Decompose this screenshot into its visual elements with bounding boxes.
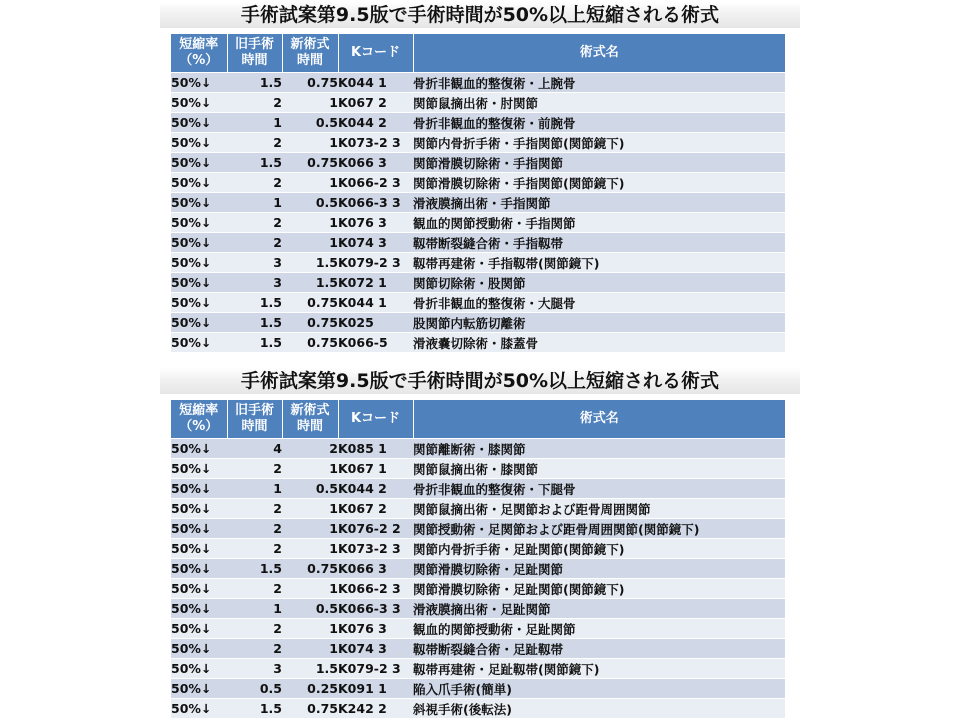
rate-cell: 50%↓ xyxy=(171,519,227,539)
rate-cell: 50%↓ xyxy=(171,253,227,273)
old-time-cell: 0.5 xyxy=(227,679,282,699)
table-row xyxy=(171,599,785,619)
k-code-cell: K073-2 3 xyxy=(338,133,413,153)
k-code-cell: K074 3 xyxy=(338,233,413,253)
new-time-cell: 1.5 xyxy=(282,253,338,273)
new-time-cell: 0.5 xyxy=(282,113,338,133)
procedure-name-cell: 靱帯断裂縫合術・足趾靱帯 xyxy=(413,639,785,659)
k-code-cell: K072 1 xyxy=(338,273,413,293)
new-time-cell: 0.5 xyxy=(282,193,338,213)
k-code-cell: K066-3 3 xyxy=(338,193,413,213)
table-row xyxy=(171,679,785,699)
table-row xyxy=(171,333,785,353)
old-time-cell: 2 xyxy=(227,639,282,659)
k-code-cell: K066-3 3 xyxy=(338,599,413,619)
table-row xyxy=(171,213,785,233)
new-time-cell: 0.75 xyxy=(282,699,338,719)
procedure-name-cell: 関節内骨折手術・手指関節(関節鏡下) xyxy=(413,133,785,153)
old-time-cell: 1.5 xyxy=(227,699,282,719)
old-time-cell: 2 xyxy=(227,233,282,253)
k-code-cell: K067 2 xyxy=(338,93,413,113)
new-time-cell: 0.75 xyxy=(282,333,338,353)
table-row xyxy=(171,459,785,479)
procedure-name-cell: 関節鼠摘出術・膝関節 xyxy=(413,459,785,479)
table-row xyxy=(171,293,785,313)
rate-cell: 50%↓ xyxy=(171,153,227,173)
procedure-name-cell: 関節滑膜切除術・足趾関節(関節鏡下) xyxy=(413,579,785,599)
rate-cell: 50%↓ xyxy=(171,459,227,479)
procedure-name-cell: 骨折非観血的整復術・上腕骨 xyxy=(413,73,785,93)
procedure-name-cell: 滑液膜摘出術・手指関節 xyxy=(413,193,785,213)
new-time-cell: 2 xyxy=(282,439,338,459)
header-rate: 短縮率 （%） xyxy=(171,34,227,73)
old-time-cell: 3 xyxy=(227,659,282,679)
k-code-cell: K085 1 xyxy=(338,439,413,459)
table-row xyxy=(171,93,785,113)
rate-cell: 50%↓ xyxy=(171,439,227,459)
procedure-name-cell: 関節滑膜切除術・足趾関節 xyxy=(413,559,785,579)
new-time-cell: 1 xyxy=(282,579,338,599)
procedure-name-cell: 滑液膜摘出術・足趾関節 xyxy=(413,599,785,619)
procedure-name-cell: 滑液嚢切除術・膝蓋骨 xyxy=(413,333,785,353)
new-time-cell: 1 xyxy=(282,133,338,153)
new-time-cell: 1 xyxy=(282,213,338,233)
table-row xyxy=(171,699,785,719)
old-time-cell: 4 xyxy=(227,439,282,459)
k-code-cell: K025 xyxy=(338,313,413,333)
procedure-name-cell: 股関節内転筋切離術 xyxy=(413,313,785,333)
procedure-name-cell: 関節離断術・膝関節 xyxy=(413,439,785,459)
table-header-row xyxy=(171,34,785,73)
table-header-row xyxy=(171,400,785,439)
old-time-cell: 2 xyxy=(227,619,282,639)
procedure-name-cell: 関節切除術・股関節 xyxy=(413,273,785,293)
table-row xyxy=(171,153,785,173)
k-code-cell: K091 1 xyxy=(338,679,413,699)
header-name: 術式名 xyxy=(413,34,785,73)
k-code-cell: K079-2 3 xyxy=(338,253,413,273)
old-time-cell: 1 xyxy=(227,479,282,499)
k-code-cell: K242 2 xyxy=(338,699,413,719)
header-rate: 短縮率 （%） xyxy=(171,400,227,439)
table-row xyxy=(171,313,785,333)
table-row xyxy=(171,659,785,679)
procedure-name-cell: 観血的関節授動術・足趾関節 xyxy=(413,619,785,639)
k-code-cell: K066 3 xyxy=(338,153,413,173)
new-time-cell: 1 xyxy=(282,459,338,479)
old-time-cell: 3 xyxy=(227,273,282,293)
old-time-cell: 1.5 xyxy=(227,293,282,313)
procedure-name-cell: 関節鼠摘出術・足関節および距骨周囲関節 xyxy=(413,499,785,519)
new-time-cell: 1 xyxy=(282,519,338,539)
header-new-time: 新術式 時間 xyxy=(282,34,338,73)
table-body-2 xyxy=(171,439,785,719)
procedure-name-cell: 関節鼠摘出術・肘関節 xyxy=(413,93,785,113)
rate-cell: 50%↓ xyxy=(171,173,227,193)
rate-cell: 50%↓ xyxy=(171,479,227,499)
table-row xyxy=(171,499,785,519)
k-code-cell: K076 3 xyxy=(338,619,413,639)
table-row xyxy=(171,519,785,539)
procedure-name-cell: 観血的関節授動術・手指関節 xyxy=(413,213,785,233)
table-row xyxy=(171,193,785,213)
table-row xyxy=(171,439,785,459)
rate-cell: 50%↓ xyxy=(171,539,227,559)
rate-cell: 50%↓ xyxy=(171,333,227,353)
table-row xyxy=(171,639,785,659)
table-row xyxy=(171,133,785,153)
header-code: Kコード xyxy=(338,400,413,439)
old-time-cell: 3 xyxy=(227,253,282,273)
procedure-name-cell: 骨折非観血的整復術・大腿骨 xyxy=(413,293,785,313)
new-time-cell: 1 xyxy=(282,499,338,519)
old-time-cell: 1.5 xyxy=(227,559,282,579)
k-code-cell: K066-2 3 xyxy=(338,173,413,193)
section-title-1: 手術試案第9.5版で手術時間が50%以上短縮される術式 xyxy=(160,2,800,28)
new-time-cell: 1 xyxy=(282,619,338,639)
operations-table-1 xyxy=(171,34,785,352)
rate-cell: 50%↓ xyxy=(171,293,227,313)
old-time-cell: 2 xyxy=(227,499,282,519)
rate-cell: 50%↓ xyxy=(171,113,227,133)
section-title-2: 手術試案第9.5版で手術時間が50%以上短縮される術式 xyxy=(160,368,800,394)
k-code-cell: K076-2 2 xyxy=(338,519,413,539)
rate-cell: 50%↓ xyxy=(171,639,227,659)
header-new-time: 新術式 時間 xyxy=(282,400,338,439)
k-code-cell: K076 3 xyxy=(338,213,413,233)
rate-cell: 50%↓ xyxy=(171,619,227,639)
k-code-cell: K067 2 xyxy=(338,499,413,519)
table-row xyxy=(171,273,785,293)
table-row xyxy=(171,579,785,599)
old-time-cell: 2 xyxy=(227,459,282,479)
rate-cell: 50%↓ xyxy=(171,699,227,719)
table-row xyxy=(171,73,785,93)
rate-cell: 50%↓ xyxy=(171,559,227,579)
rate-cell: 50%↓ xyxy=(171,313,227,333)
new-time-cell: 0.5 xyxy=(282,599,338,619)
table-row xyxy=(171,253,785,273)
table-row xyxy=(171,173,785,193)
rate-cell: 50%↓ xyxy=(171,93,227,113)
procedure-name-cell: 靱帯断裂縫合術・手指靱帯 xyxy=(413,233,785,253)
old-time-cell: 2 xyxy=(227,133,282,153)
procedure-name-cell: 斜視手術(後転法) xyxy=(413,699,785,719)
table-row xyxy=(171,233,785,253)
old-time-cell: 1 xyxy=(227,113,282,133)
procedure-name-cell: 靱帯再建術・手指靱帯(関節鏡下) xyxy=(413,253,785,273)
header-old-time: 旧手術 時間 xyxy=(227,400,282,439)
old-time-cell: 2 xyxy=(227,173,282,193)
header-code: Kコード xyxy=(338,34,413,73)
new-time-cell: 1 xyxy=(282,233,338,253)
table-row xyxy=(171,559,785,579)
k-code-cell: K044 1 xyxy=(338,73,413,93)
k-code-cell: K044 2 xyxy=(338,113,413,133)
rate-cell: 50%↓ xyxy=(171,679,227,699)
table-row xyxy=(171,619,785,639)
old-time-cell: 1 xyxy=(227,193,282,213)
rate-cell: 50%↓ xyxy=(171,659,227,679)
k-code-cell: K066-2 3 xyxy=(338,579,413,599)
procedure-name-cell: 骨折非観血的整復術・前腕骨 xyxy=(413,113,785,133)
rate-cell: 50%↓ xyxy=(171,499,227,519)
new-time-cell: 0.5 xyxy=(282,479,338,499)
table-body-1 xyxy=(171,73,785,353)
k-code-cell: K044 1 xyxy=(338,293,413,313)
rate-cell: 50%↓ xyxy=(171,73,227,93)
procedure-name-cell: 関節滑膜切除術・手指関節(関節鏡下) xyxy=(413,173,785,193)
new-time-cell: 0.75 xyxy=(282,559,338,579)
rate-cell: 50%↓ xyxy=(171,213,227,233)
new-time-cell: 0.75 xyxy=(282,313,338,333)
old-time-cell: 2 xyxy=(227,579,282,599)
procedure-name-cell: 靱帯再建術・足趾靱帯(関節鏡下) xyxy=(413,659,785,679)
procedure-name-cell: 関節授動術・足関節および距骨周囲関節(関節鏡下) xyxy=(413,519,785,539)
procedure-name-cell: 関節内骨折手術・足趾関節(関節鏡下) xyxy=(413,539,785,559)
old-time-cell: 2 xyxy=(227,93,282,113)
header-name: 術式名 xyxy=(413,400,785,439)
old-time-cell: 1.5 xyxy=(227,333,282,353)
new-time-cell: 0.25 xyxy=(282,679,338,699)
new-time-cell: 0.75 xyxy=(282,293,338,313)
old-time-cell: 2 xyxy=(227,213,282,233)
rate-cell: 50%↓ xyxy=(171,273,227,293)
rate-cell: 50%↓ xyxy=(171,599,227,619)
k-code-cell: K044 2 xyxy=(338,479,413,499)
procedure-name-cell: 陥入爪手術(簡単) xyxy=(413,679,785,699)
k-code-cell: K066-5 xyxy=(338,333,413,353)
new-time-cell: 0.75 xyxy=(282,153,338,173)
new-time-cell: 1 xyxy=(282,173,338,193)
new-time-cell: 0.75 xyxy=(282,73,338,93)
rate-cell: 50%↓ xyxy=(171,133,227,153)
operations-table-2 xyxy=(171,400,785,718)
old-time-cell: 1 xyxy=(227,599,282,619)
old-time-cell: 1.5 xyxy=(227,313,282,333)
rate-cell: 50%↓ xyxy=(171,193,227,213)
procedure-name-cell: 骨折非観血的整復術・下腿骨 xyxy=(413,479,785,499)
new-time-cell: 1.5 xyxy=(282,659,338,679)
new-time-cell: 1 xyxy=(282,93,338,113)
k-code-cell: K066 3 xyxy=(338,559,413,579)
k-code-cell: K067 1 xyxy=(338,459,413,479)
rate-cell: 50%↓ xyxy=(171,579,227,599)
procedure-name-cell: 関節滑膜切除術・手指関節 xyxy=(413,153,785,173)
new-time-cell: 1 xyxy=(282,539,338,559)
rate-cell: 50%↓ xyxy=(171,233,227,253)
new-time-cell: 1 xyxy=(282,639,338,659)
old-time-cell: 1.5 xyxy=(227,73,282,93)
old-time-cell: 2 xyxy=(227,539,282,559)
old-time-cell: 1.5 xyxy=(227,153,282,173)
k-code-cell: K074 3 xyxy=(338,639,413,659)
header-old-time: 旧手術 時間 xyxy=(227,34,282,73)
table-row xyxy=(171,113,785,133)
k-code-cell: K079-2 3 xyxy=(338,659,413,679)
table-row xyxy=(171,539,785,559)
table-row xyxy=(171,479,785,499)
old-time-cell: 2 xyxy=(227,519,282,539)
k-code-cell: K073-2 3 xyxy=(338,539,413,559)
new-time-cell: 1.5 xyxy=(282,273,338,293)
